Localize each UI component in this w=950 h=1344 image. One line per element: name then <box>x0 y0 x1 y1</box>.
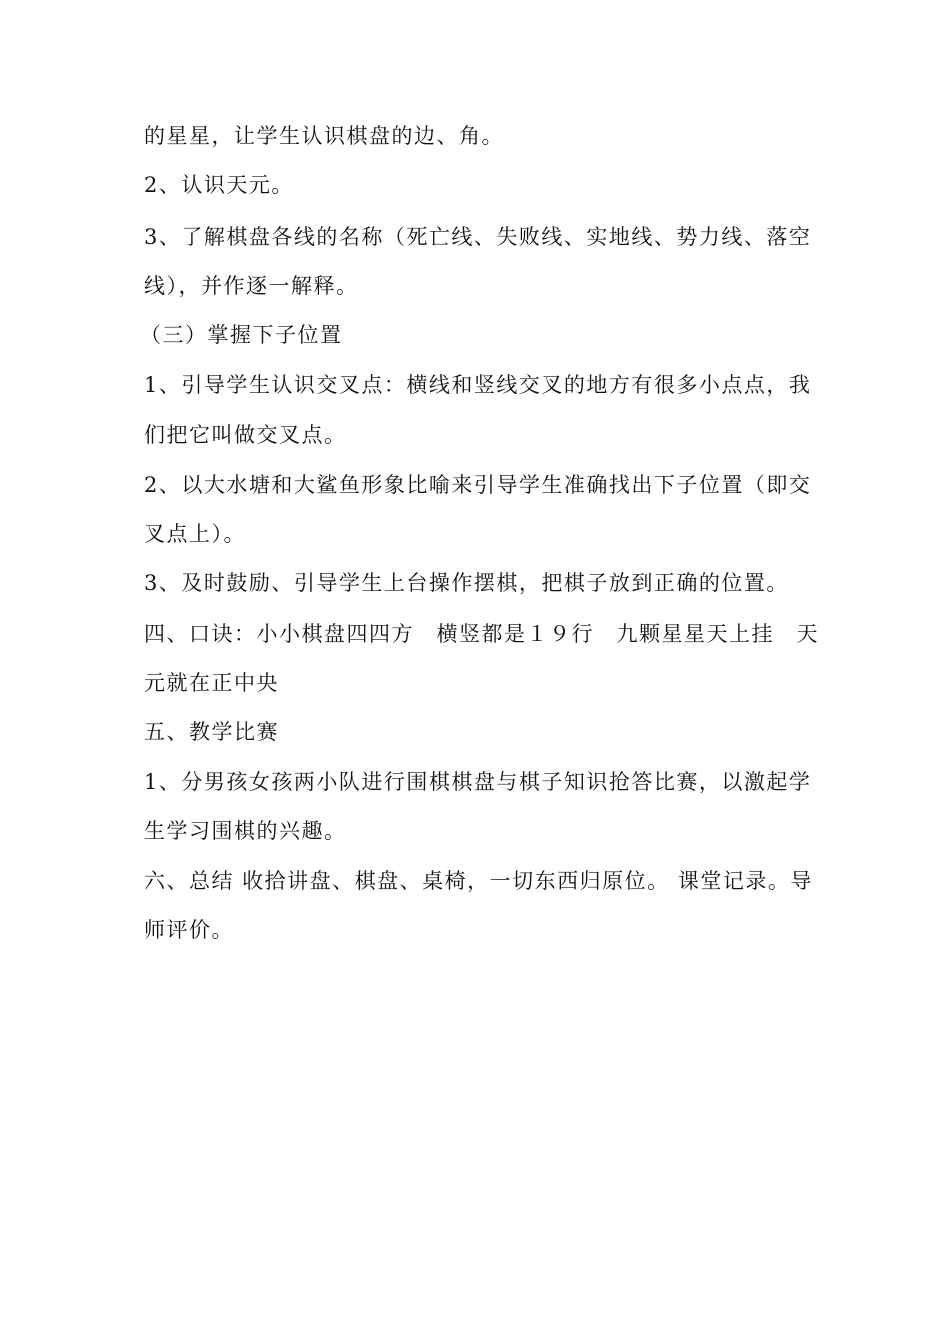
text-line: 3、及时鼓励、引导学生上台操作摆棋，把棋子放到正确的位置。 <box>144 571 789 595</box>
text-line: 线），并作逐一解释。 <box>144 274 359 298</box>
text-line: 1、引导学生认识交叉点：横线和竖线交叉的地方有很多小点点，我 <box>144 373 812 397</box>
section-heading: 五、教学比赛 <box>144 720 279 744</box>
text-line: 1、分男孩女孩两小队进行围棋棋盘与棋子知识抢答比赛，以激起学 <box>144 770 812 794</box>
text-line: 元就在正中央 <box>144 671 279 695</box>
text-line: 四、口诀：小小棋盘四四方 横竖都是１９行 九颗星星天上挂 天 <box>144 622 819 646</box>
text-line: 六、总结 收拾讲盘、棋盘、桌椅，一切东西归原位。 课堂记录。导 <box>144 869 813 893</box>
text-line: 们把它叫做交叉点。 <box>144 423 347 447</box>
text-line: 的星星，让学生认识棋盘的边、角。 <box>144 124 504 148</box>
text-line: 2、以大水塘和大鲨鱼形象比喻来引导学生准确找出下子位置（即交 <box>144 473 812 497</box>
text-line: 3、了解棋盘各线的名称（死亡线、失败线、实地线、势力线、落空 <box>144 225 812 249</box>
text-line: 生学习围棋的兴趣。 <box>144 819 347 843</box>
text-line: 2、认识天元。 <box>144 173 294 197</box>
text-line: 师评价。 <box>144 918 234 942</box>
text-line: 叉点上）。 <box>144 522 246 546</box>
section-heading: （三）掌握下子位置 <box>140 323 343 347</box>
